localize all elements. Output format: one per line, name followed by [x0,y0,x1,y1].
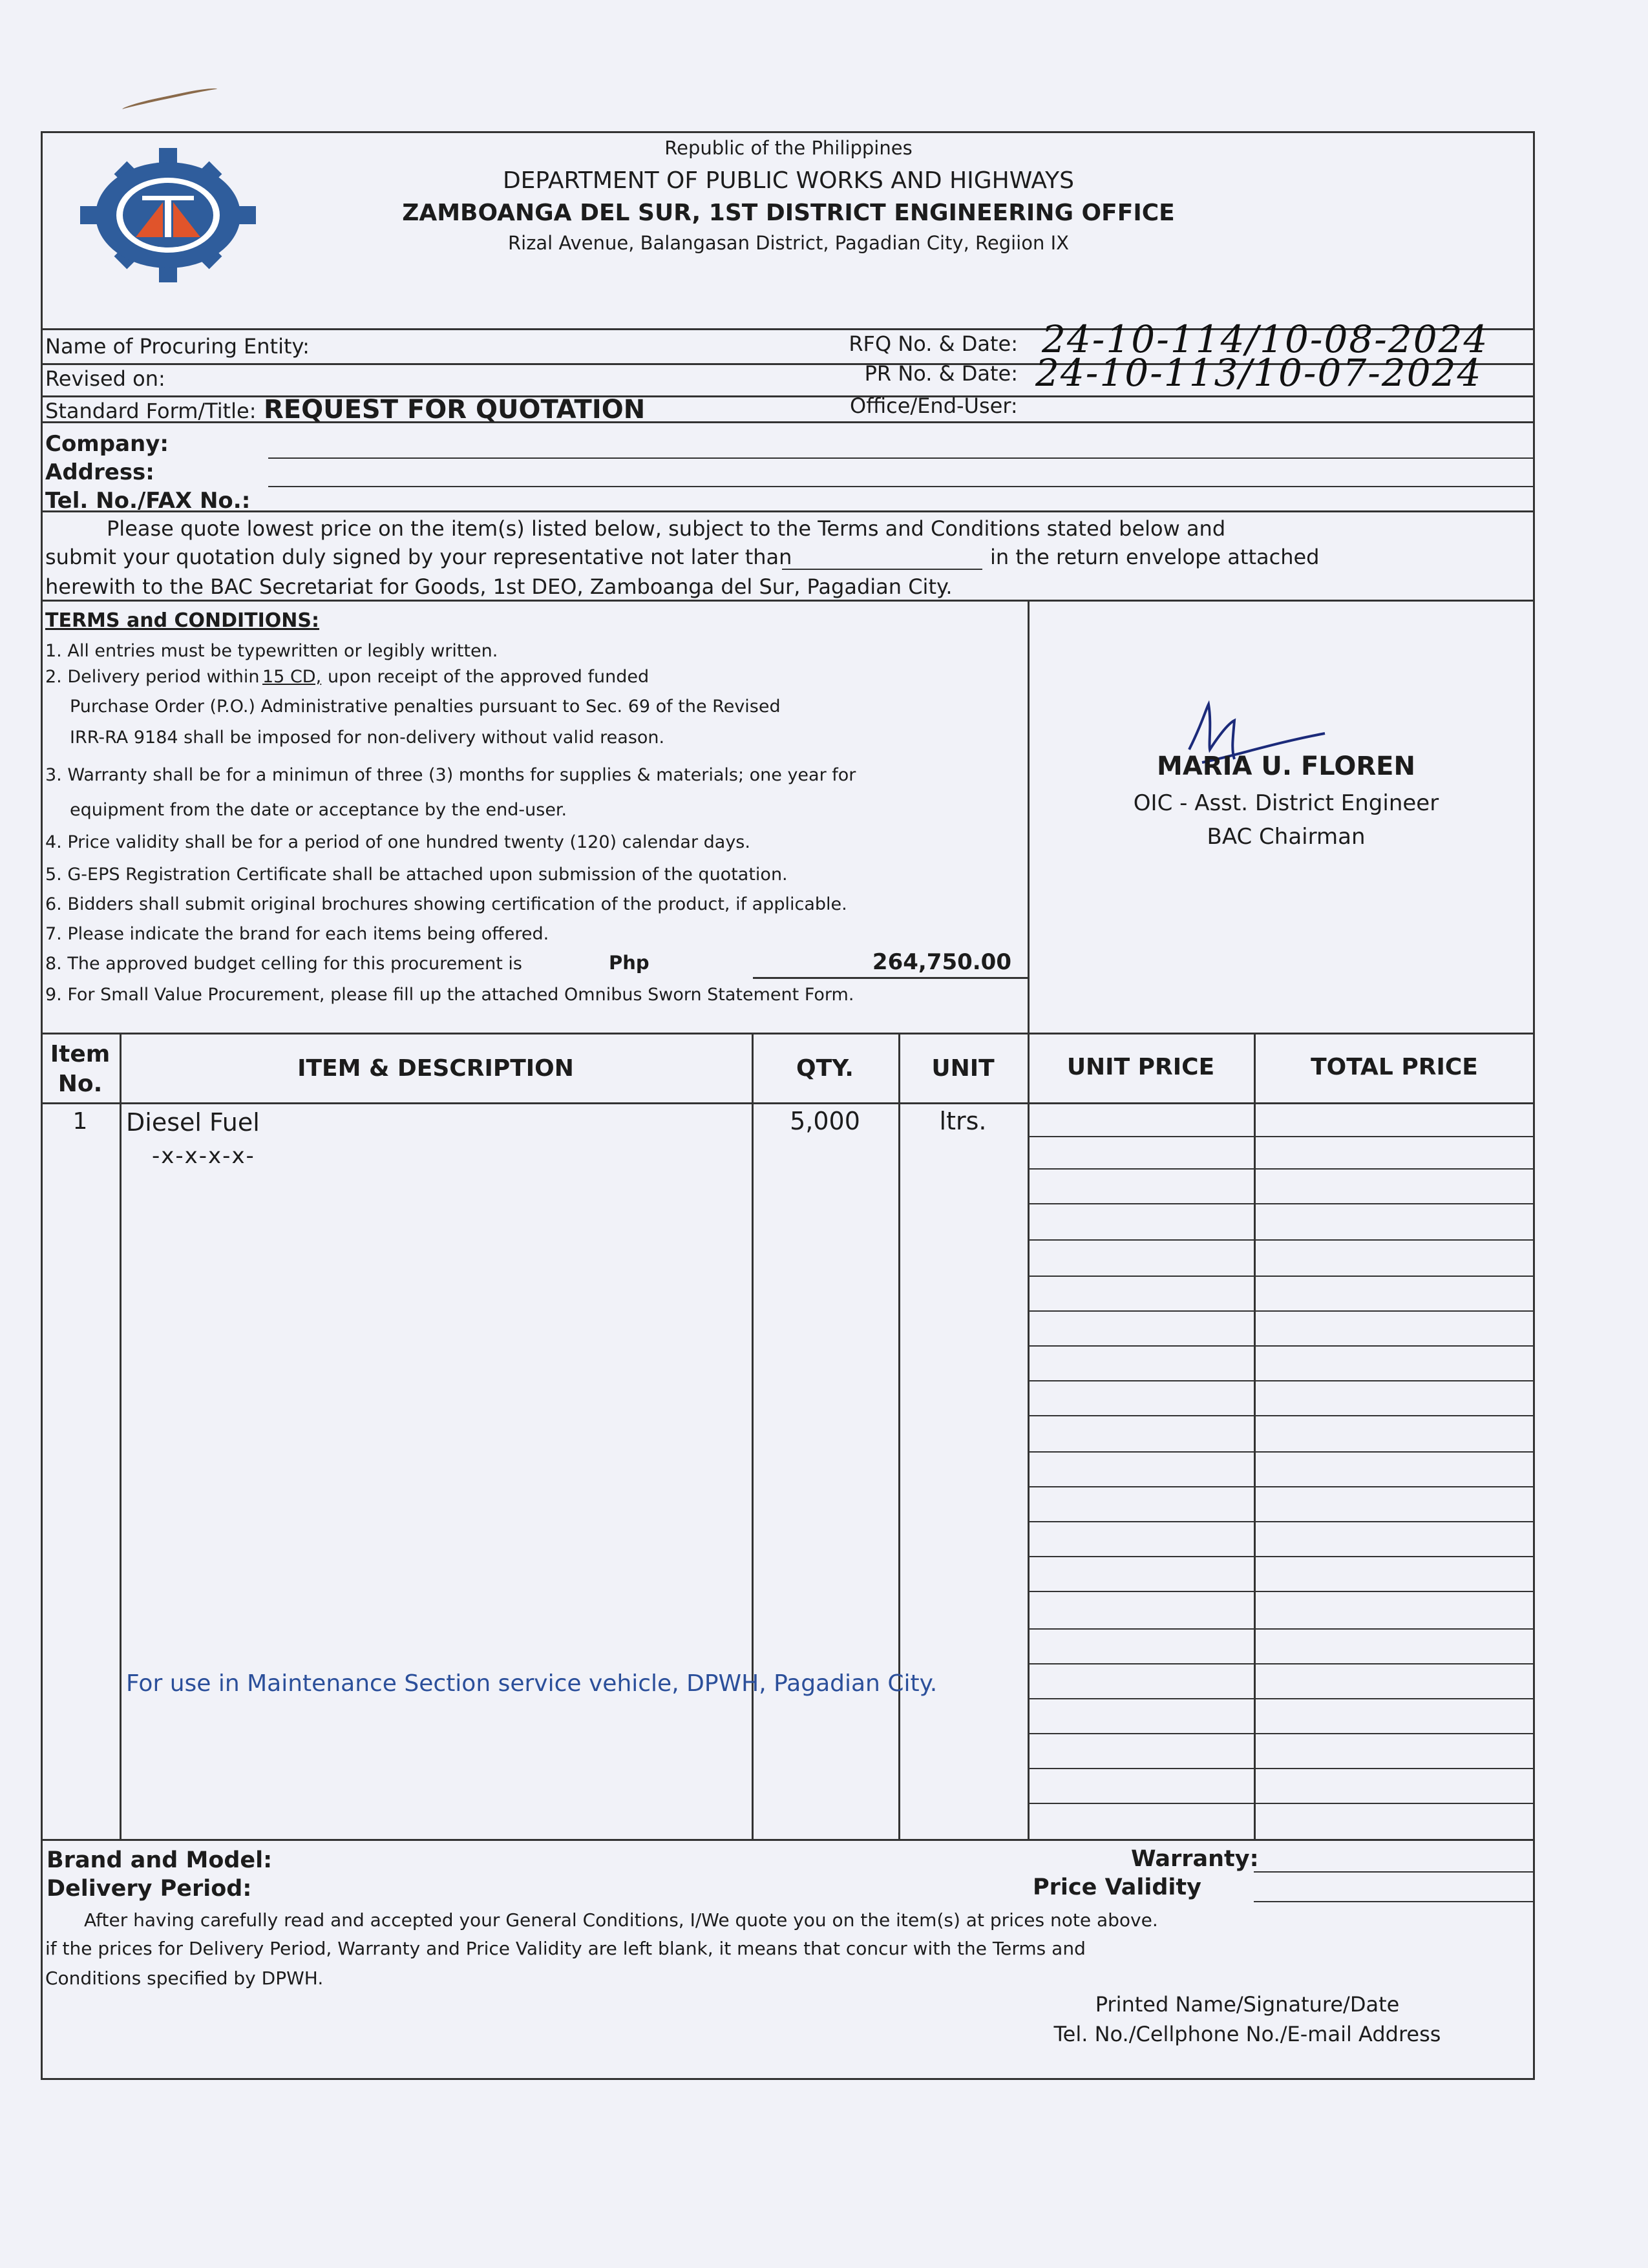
th-qty: QTY. [796,1055,854,1082]
revised-label: Revised on: [45,366,165,391]
signatory-position: OIC - Asst. District Engineer [1133,790,1439,816]
signatory-name: MARIA U. FLOREN [1157,751,1415,781]
price-validity-label: Price Validity [1033,1874,1201,1900]
tel-fax-label: Tel. No./FAX No.: [45,488,251,514]
term-4: 4. Price validity shall be for a period of one hundred twenty (120) calendar days. [45,832,750,852]
term-7: 7. Please indicate the brand for each items being offered. [45,924,549,944]
warranty-label: Warranty: [1131,1846,1259,1872]
th-description: ITEM & DESCRIPTION [297,1055,574,1082]
rfq-label: RFQ No. & Date: [849,331,1018,356]
price-validity-blank [1254,1901,1535,1902]
address-label: Address: [45,459,154,485]
term-3b: equipment from the date or acceptance by the end-user. [70,800,567,820]
th-item-no-1: Item [50,1041,111,1067]
th-unit-price: UNIT PRICE [1066,1054,1215,1080]
department-name: DEPARTMENT OF PUBLIC WORKS AND HIGHWAYS [502,167,1075,194]
office-name: ZAMBOANGA DEL SUR, 1ST DISTRICT ENGINEERING OFFICE [402,200,1175,226]
intro-line-3: herewith to the BAC Secretariat for Goods, 1st DEO, Zamboanga del Sur, Pagadian City. [45,574,953,599]
delivery-period-label: Delivery Period: [47,1876,252,1902]
row-item-no: 1 [72,1108,88,1135]
row-description: Diesel Fuel [126,1108,260,1137]
office-address: Rizal Avenue, Balangasan District, Pagadian City, Regiion IX [507,232,1069,254]
pr-value: 24-10-113/10-07-2024 [1035,351,1483,395]
republic-line: Republic of the Philippines [664,137,913,159]
th-item-no-2: No. [58,1071,103,1097]
form-title: REQUEST FOR QUOTATION [264,395,646,425]
intro-line-1: Please quote lowest price on the item(s) listed below, subject to the Terms and Conditions stated below and [107,516,1226,541]
term-2d: Purchase Order (P.O.) Administrative penalties pursuant to Sec. 69 of the Revised [70,697,781,717]
term-2c: upon receipt of the approved funded [328,667,650,687]
brand-model-label: Brand and Model: [47,1847,273,1873]
company-label: Company: [45,431,169,457]
term-5: 5. G-EPS Registration Certificate shall be attached upon submission of the quotation. [45,865,788,885]
term-2-period: 15 CD, [262,667,322,687]
abc-currency: Php [609,952,650,974]
acceptance-statement-1: After having carefully read and accepted your General Conditions, I/We quote you on the item(s) at prices note above. [84,1909,1158,1931]
term-6: 6. Bidders shall submit original brochures showing certification of the product, if applicable. [45,894,847,914]
deadline-blank [782,569,982,570]
abc-amount: 264,750.00 [872,949,1011,975]
warranty-blank [1254,1871,1535,1873]
term-2a: 2. Delivery period within [45,667,260,687]
acceptance-statement-2: if the prices for Delivery Period, Warranty and Price Validity are left blank, it means that concur with the Terms and [45,1938,1086,1959]
th-total-price: TOTAL PRICE [1311,1054,1478,1080]
term-9: 9. For Small Value Procurement, please fill up the attached Omnibus Sworn Statement Form. [45,985,854,1005]
rfq-value: 24-10-114/10-08-2024 [1042,317,1489,361]
intro-line-2b: in the return envelope attached [990,545,1320,569]
intro-line-2a: submit your quotation duly signed by your representative not later than [45,545,792,569]
th-unit: UNIT [931,1055,995,1082]
purpose-note: For use in Maintenance Section service vehicle, DPWH, Pagadian City. [126,1670,938,1697]
pr-label: PR No. & Date: [864,361,1018,386]
end-of-items-marker: -x-x-x-x- [152,1143,255,1169]
term-3a: 3. Warranty shall be for a minimun of three (3) months for supplies & materials; one year for [45,765,856,785]
office-end-user-label: Office/End-User: [850,394,1018,418]
term-1: 1. All entries must be typewritten or legibly written. [45,641,498,661]
staple-mark [121,86,218,115]
acceptance-statement-3: Conditions specified by DPWH. [45,1968,324,1989]
term-2e: IRR-RA 9184 shall be imposed for non-delivery without valid reason. [70,728,665,748]
signatory-role: BAC Chairman [1207,824,1366,850]
contact-info-label: Tel. No./Cellphone No./E-mail Address [1053,2022,1441,2046]
row-unit: ltrs. [939,1107,987,1135]
row-qty: 5,000 [790,1107,860,1135]
printed-name-signature-label: Printed Name/Signature/Date [1095,1992,1400,2017]
form-title-label: Standard Form/Title: [45,399,257,423]
term-8: 8. The approved budget celling for this procurement is [45,954,522,974]
terms-heading: TERMS and CONDITIONS: [45,609,320,632]
procuring-entity-label: Name of Procuring Entity: [45,334,310,359]
